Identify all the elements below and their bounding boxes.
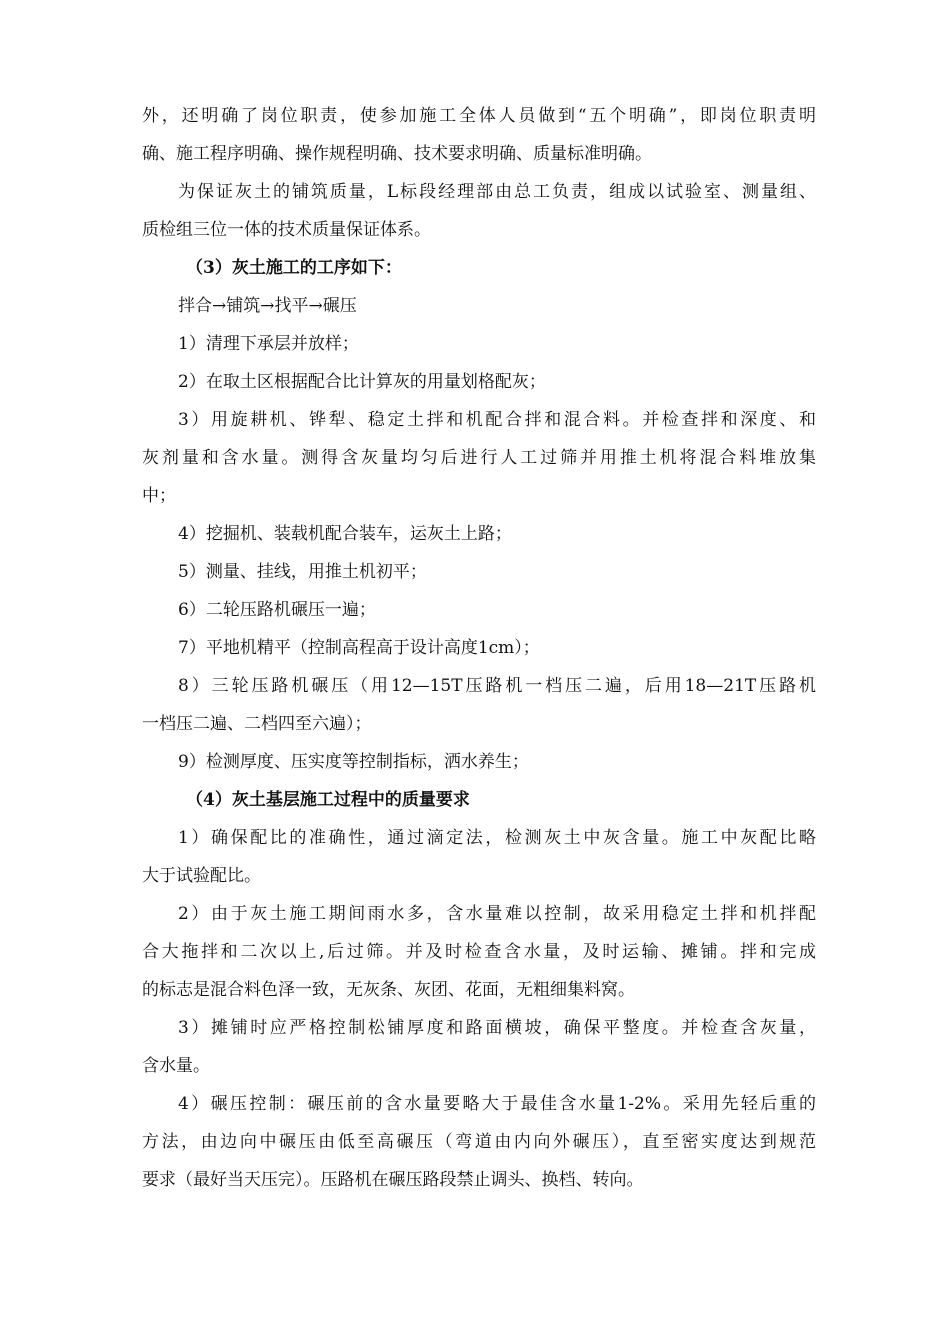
text-line: 8）三轮压路机碾压（用12—15T压路机一档压二遍，后用18—21T压路机 [178, 676, 816, 696]
text-line: 9）检测厚度、压实度等控制指标，洒水养生； [178, 752, 529, 772]
text-line: 3）用旋耕机、铧犁、稳定土拌和机配合拌和混合料。并检查拌和深度、和 [178, 410, 816, 430]
text-line: 1）确保配比的准确性，通过滴定法，检测灰土中灰含量。施工中灰配比略 [178, 828, 816, 848]
text-line: 合大拖拌和二次以上,后过筛。并及时检查含水量，及时运输、摊铺。拌和完成 [142, 942, 816, 962]
text-line: 4）碾压控制：碾压前的含水量要略大于最佳含水量1-2%。采用先轻后重的 [178, 1094, 816, 1114]
text-line: 2）在取土区根据配合比计算灰的用量划格配灰； [178, 372, 546, 392]
text-line: 质检组三位一体的技术质量保证体系。 [142, 220, 431, 240]
text-line: 一档压二遍、二档四至六遍）； [142, 714, 372, 734]
text-line: 4）挖掘机、装载机配合装车，运灰土上路； [178, 524, 512, 544]
text-line: 为保证灰土的铺筑质量，L标段经理部由总工负责，组成以试验室、测量组、 [178, 182, 816, 202]
text-line: 方法，由边向中碾压由低至高碾压（弯道由内向外碾压），直至密实度达到规范 [142, 1132, 816, 1152]
text-line: 7）平地机精平（控制高程高于设计高度1cm）； [178, 638, 540, 658]
text-line: 拌合→铺筑→找平→碾压 [178, 296, 357, 316]
text-line: 要求（最好当天压完）。压路机在碾压路段禁止调头、换档、转向。 [142, 1170, 644, 1190]
text-line: 5）测量、挂线，用推土机初平； [178, 562, 427, 582]
section-heading: （3）灰土施工的工序如下： [186, 258, 402, 278]
section-heading: （4）灰土基层施工过程中的质量要求 [186, 790, 470, 810]
text-line: 6）二轮压路机碾压一遍； [178, 600, 376, 620]
text-line: 的标志是混合料色泽一致，无灰条、灰团、花面，无粗细集料窝。 [142, 980, 635, 1000]
text-line: 灰剂量和含水量。测得含灰量均匀后进行人工过筛并用推土机将混合料堆放集 [142, 448, 816, 468]
text-line: 中； [142, 486, 176, 506]
text-line: 外，还明确了岗位职责，使参加施工全体人员做到“五个明确”，即岗位职责明 [142, 106, 816, 126]
text-line: 确、施工程序明确、操作规程明确、技术要求明确、质量标准明确。 [142, 144, 652, 164]
text-line: 2）由于灰土施工期间雨水多，含水量难以控制，故采用稳定土拌和机拌配 [178, 904, 816, 924]
text-line: 1）清理下承层并放样； [178, 334, 359, 354]
text-line: 3）摊铺时应严格控制松铺厚度和路面横坡，确保平整度。并检查含灰量， [178, 1018, 816, 1038]
text-line: 含水量。 [142, 1056, 210, 1076]
text-line: 大于试验配比。 [142, 866, 261, 886]
